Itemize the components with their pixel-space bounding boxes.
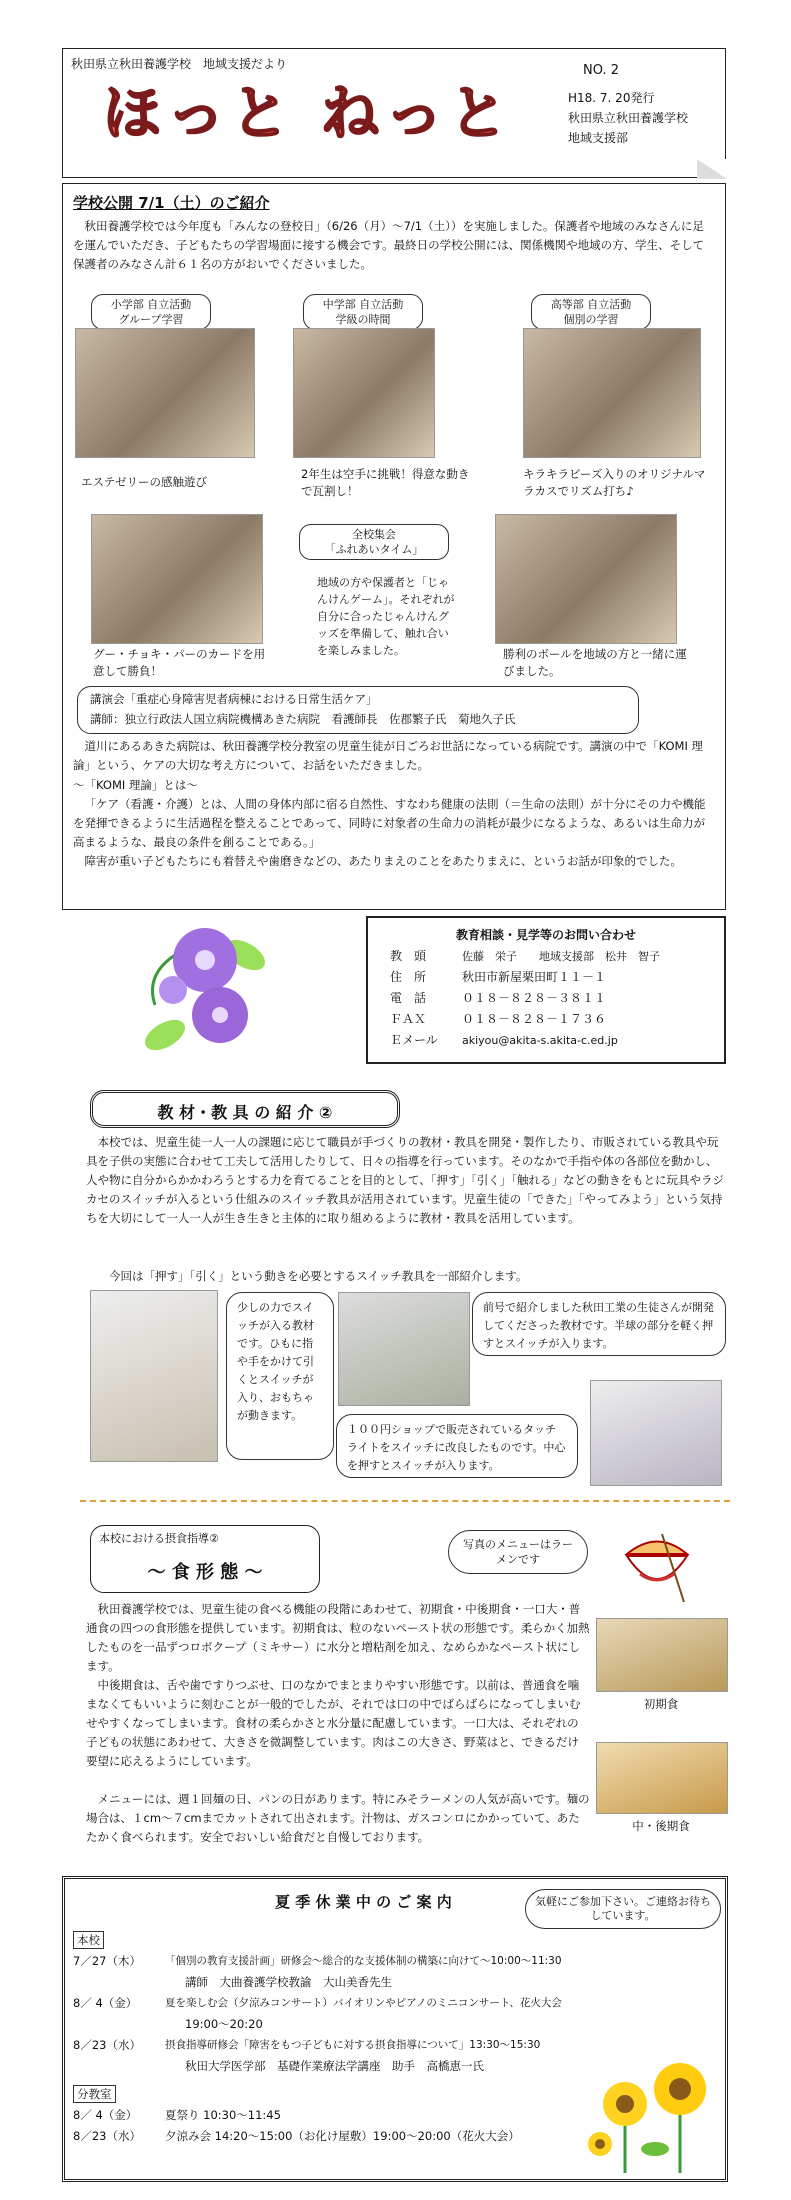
label-junior-high: 中学部 自立活動 学級の時間: [303, 294, 423, 330]
label-high-school: 高等部 自立活動 個別の学習: [531, 294, 651, 330]
food-subtitle: 本校における摂食指導②: [99, 1532, 219, 1545]
caption-early-meal: 初期食: [643, 1697, 679, 1711]
event-row: 講師 大曲養護学校教諭 大山美香先生: [185, 1975, 392, 1989]
section-label-branch: 分教室: [73, 2085, 116, 2103]
photo-early-meal: [596, 1618, 728, 1692]
event-row: 19:00～20:20: [185, 2017, 263, 2031]
event-row: 7／27（木） 「個別の教育支援計画」研修会～総合的な支援体制の構築に向けて～10:00～11:30: [73, 1954, 562, 1968]
event-row: 秋田大学医学部 基礎作業療法学講座 助手 高橋恵一氏: [185, 2059, 484, 2073]
komi-quote: 「ケア（看護・介護）とは、人間の身体内部に宿る自然性、すなわち健康の法則（＝生命の法則）が十分にその力や機能を発揮できるように生活過程を整えることであって、同時に対象者の生命力の消耗が最少になるような、あるいは生命力が高まるような、最良の条件を創ることである。」: [73, 797, 706, 849]
materials-heading: 教 材・教 具 の 紹 介 ②: [157, 1103, 333, 1122]
school-line: 秋田県立秋田養護学校 地域支援だより: [71, 57, 288, 71]
contact-row-principal: 教 頭 佐藤 栄子 地域支援部 松井 智子: [390, 949, 660, 963]
materials-heading-box: [90, 1090, 400, 1128]
open-day-section: [62, 183, 726, 910]
food-body-3: メニューには、週１回麺の日、パンの日があります。特にみそラーメンの人気が高いです。麺の場合は、１cm～７cmまでカットされて出されます。汁物は、ガスコンロにかかっていて、あたたかく食べられます。安全でおいしい給食だと自慢しております。: [86, 1792, 590, 1844]
photo-card-game: [91, 514, 263, 644]
lecture-title: 講演会「重症心身障害児者病棟における日常生活ケア」: [90, 692, 378, 706]
materials-body: 本校では、児童生徒一人一人の課題に応じて職員が手づくりの教材・教具を開発・製作したり、市販されている教具や玩具を子供の実態に合わせて工夫して活用したりして、日々の指導を行っています。そのなかで手指や体の各部位を動かし、人や物に自分からかかわろうとする力を育てることを目的として、「押す」「引く」「触れる」などの動きをもとに玩具やラジカセのスイッチが入るという仕組みのスイッチ教具が活用されています。児童生徒の「できた」「やってみよう」という気持ちを大切にして一人一人が生き生きと主体的に取り組めるように教材・教具を活用しています。: [86, 1135, 725, 1225]
main-school-events: [73, 1951, 633, 2077]
food-heading: ～ 食 形 態 ～: [147, 1562, 263, 1583]
lecture-closing: 障害が重い子どもたちにも着替えや歯磨きなどの、あたりまえのことをあたりまえに、というお話が印象的でした。: [84, 854, 683, 868]
photo-pull-switch: [90, 1290, 218, 1462]
contact-row-phone: 電 話 ０１８－８２８－３８１１: [390, 991, 607, 1005]
bubble-dome-switch: 前号で紹介しました秋田工業の生徒さんが開発してくださった教材です。半球の部分を軽く押すとスイッチが入ります。: [472, 1292, 726, 1356]
morning-glory-illustration: [135, 915, 275, 1060]
label-elementary: 小学部 自立活動 グループ学習: [91, 294, 211, 330]
summer-heading: 夏 季 休 業 中 の ご 案 内: [275, 1893, 452, 1911]
caption-junior-high: 2年生は空手に挑戦！得意な動きで瓦割し！: [301, 467, 470, 498]
photo-elementary: [75, 328, 255, 458]
lecture-body: 道川にあるあきた病院は、秋田養護学校分教室の児童生徒が日ごろお世話になっている病院です。講演の中で「KOMI 理論」という、ケアの大切な考え方について、お話をいただきました。: [73, 739, 704, 772]
ramen-icon: [622, 1524, 692, 1604]
food-body-1: 秋田養護学校では、児童生徒の食べる機能の段階にあわせて、初期食・中後期食・一口大・普通食の四つの食形態を提供しています。初期食は、粒のないペースト状の形態です。柔らかく加熱したものを一品ずつロボクープ（ミキサー）に水分と増粘剤を加え、なめらかなペースト状にします。: [86, 1602, 590, 1673]
bubble-ramen: 写真のメニューはラーメンです: [448, 1530, 588, 1574]
bubble-touch-light: １００円ショップで販売されているタッチライトをスイッチに改良したものです。中心を押すとスイッチが入ります。: [336, 1414, 578, 1478]
contact-row-address: 住 所 秋田市新屋栗田町１１－１: [390, 970, 607, 984]
issue-no: NO. 2: [583, 63, 619, 78]
bubble-pull-switch: 少しの力でスイッチが入る教材です。ひもに指や手をかけて引くとスイッチが入り、おもちゃが動きます。: [226, 1292, 334, 1460]
open-day-intro: 秋田養護学校では今年度も「みんなの登校日」（6/26（月）～7/1（土））を実施しました。保護者や地域のみなさんに足を運んでいただき、子どもたちの学習場面に接する機会です。最終日の学校公開には、関係機関や地域の方、学生、そして保護者のみなさん計６１名の方がおいでくださいました。: [73, 219, 705, 271]
event-row: 8／23（水） 夕涼み会 14:20～15:00（お化け屋敷）19:00～20:00（花火大会）: [73, 2129, 520, 2143]
page-curl: [697, 159, 727, 179]
contact-box: [366, 916, 726, 1064]
food-body-2: 中後期食は、舌や歯ですりつぶせ、口のなかでまとまりやすい形態です。以前は、普通食を噛まなくてもいいように刻むことが一般的でしたが、それでは口の中でばらばらになってしまいむせやすくなってしまいます。食材の柔らかさと水分量に配慮しています。一口大は、それぞれの子どもの状態にあわせて、大きさを微調整しています。肉はこの大きさ、野菜はと、できるだけ要望に応えるようにしています。: [86, 1678, 581, 1768]
caption-high-school: キラキラビーズ入りのオリジナルマラカスでリズム打ち♪: [523, 467, 706, 498]
label-assembly: 全校集会 「ふれあいタイム」: [299, 524, 449, 560]
branch-events: [73, 2105, 593, 2147]
newsletter-title: ほっと ねっと: [103, 79, 514, 147]
lecture-box: [77, 686, 639, 734]
masthead: [62, 48, 726, 178]
contact-row-email[interactable]: Ｅメール akiyou@akita-s.akita-c.ed.jp: [390, 1033, 618, 1047]
contact-title: 教育相談・見学等のお問い合わせ: [455, 928, 636, 942]
issue-date: H18. 7. 20発行: [568, 91, 655, 105]
sunflower-icon: [585, 2049, 715, 2173]
photo-touch-light: [590, 1380, 722, 1486]
caption-later-meal: 中・後期食: [632, 1819, 690, 1833]
department: 地域支援部: [568, 131, 629, 145]
section-divider: [80, 1500, 730, 1502]
publisher: 秋田県立秋田養護学校: [568, 111, 689, 125]
photo-ball-carry: [495, 514, 677, 644]
photo-dome-switch: [338, 1292, 470, 1406]
caption-card-game: グー・チョキ・パーのカードを用意して勝負！: [93, 647, 266, 678]
summer-section: [62, 1876, 728, 2182]
lecture-speaker: 講師：独立行政法人国立病院機構あきた病院 看護師長 佐郡繁子氏 菊地久子氏: [90, 712, 516, 726]
contact-table: [390, 946, 720, 1051]
assembly-text: 地域の方や保護者と「じゃんけんゲーム」。それぞれが自分に合ったじゃんけんグッズを準備して、触れ合いを楽しみました。: [317, 576, 455, 657]
open-day-heading: 学校公開 7/1（土）のご紹介: [73, 194, 270, 212]
event-row: 8／23（水） 摂食指導研修会「障害をもつ子どもに対する摂食指導について」13:30～15:30: [73, 2038, 541, 2052]
photo-junior-high: [293, 328, 435, 458]
caption-elementary: エステゼリーの感触遊び: [81, 475, 208, 489]
event-row: 8／ 4（金） 夏祭り 10:30～11:45: [73, 2108, 281, 2122]
event-row: 8／ 4（金） 夏を楽しむ会（夕涼みコンサート）バイオリンやピアノのミニコンサート、花火大会: [73, 1996, 562, 2010]
photo-later-meal: [596, 1742, 728, 1814]
bubble-join-us: 気軽にご参加下さい。ご連絡お待ちしています。: [525, 1889, 721, 1929]
komi-heading: ～「KOMI 理論」とは～: [73, 778, 198, 792]
materials-intro: 今回は「押す」「引く」という動きを必要とするスイッチ教具を一部紹介します。: [109, 1269, 528, 1283]
contact-row-fax: ＦＡＸ ０１８－８２８－１７３６: [390, 1012, 607, 1026]
food-heading-box: [90, 1525, 320, 1593]
caption-ball-carry: 勝利のボールを地域の方と一緒に運びました。: [503, 647, 687, 678]
photo-high-school: [523, 328, 701, 458]
section-label-main-school: 本校: [73, 1931, 104, 1949]
